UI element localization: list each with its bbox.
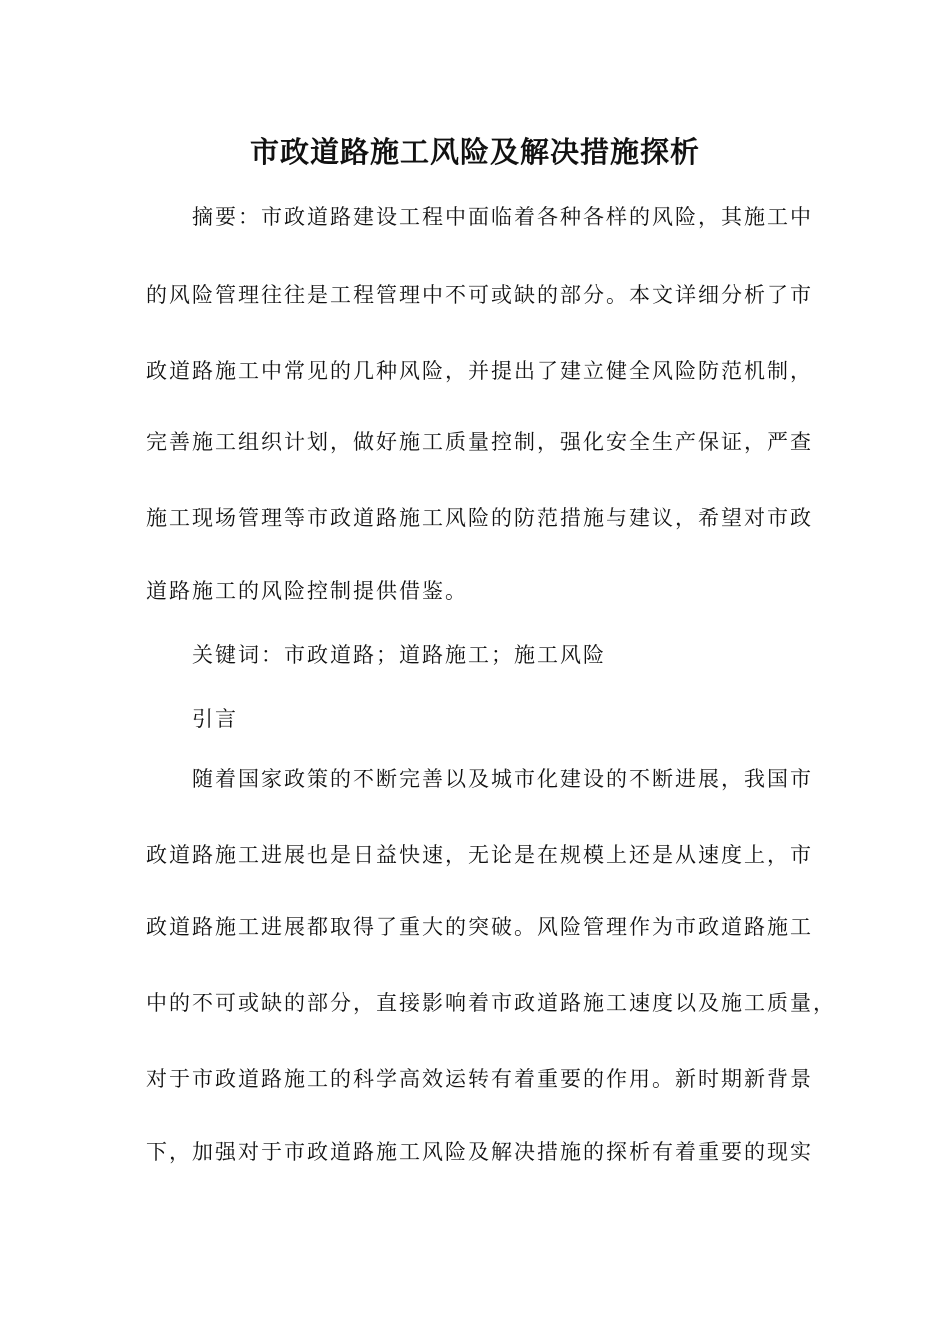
keywords-line: 关键词：市政道路；道路施工；施工风险 <box>192 643 606 667</box>
intro-line: 下，加强对于市政道路施工风险及解决措施的探析有着重要的现实 <box>146 1140 813 1164</box>
section-heading-intro: 引言 <box>192 707 238 731</box>
abstract-line: 完善施工组织计划，做好施工质量控制，强化安全生产保证，严查 <box>146 430 813 454</box>
abstract-line: 道路施工的风险控制提供借鉴。 <box>146 579 468 603</box>
document-title: 市政道路施工风险及解决措施探析 <box>249 135 700 169</box>
abstract-line: 政道路施工中常见的几种风险，并提出了建立健全风险防范机制， <box>146 359 813 383</box>
intro-line: 中的不可或缺的部分，直接影响着市政道路施工速度以及施工质量， <box>146 991 836 1015</box>
intro-line: 对于市政道路施工的科学高效运转有着重要的作用。新时期新背景 <box>146 1067 813 1091</box>
intro-line: 随着国家政策的不断完善以及城市化建设的不断进展，我国市 <box>192 767 813 791</box>
intro-line: 政道路施工进展也是日益快速，无论是在规模上还是从速度上，市 <box>146 843 813 867</box>
abstract-line: 施工现场管理等市政道路施工风险的防范措施与建议，希望对市政 <box>146 506 813 530</box>
intro-line: 政道路施工进展都取得了重大的突破。风险管理作为市政道路施工 <box>146 915 813 939</box>
abstract-line: 摘要：市政道路建设工程中面临着各种各样的风险，其施工中 <box>192 205 813 229</box>
abstract-line: 的风险管理往往是工程管理中不可或缺的部分。本文详细分析了市 <box>146 283 813 307</box>
